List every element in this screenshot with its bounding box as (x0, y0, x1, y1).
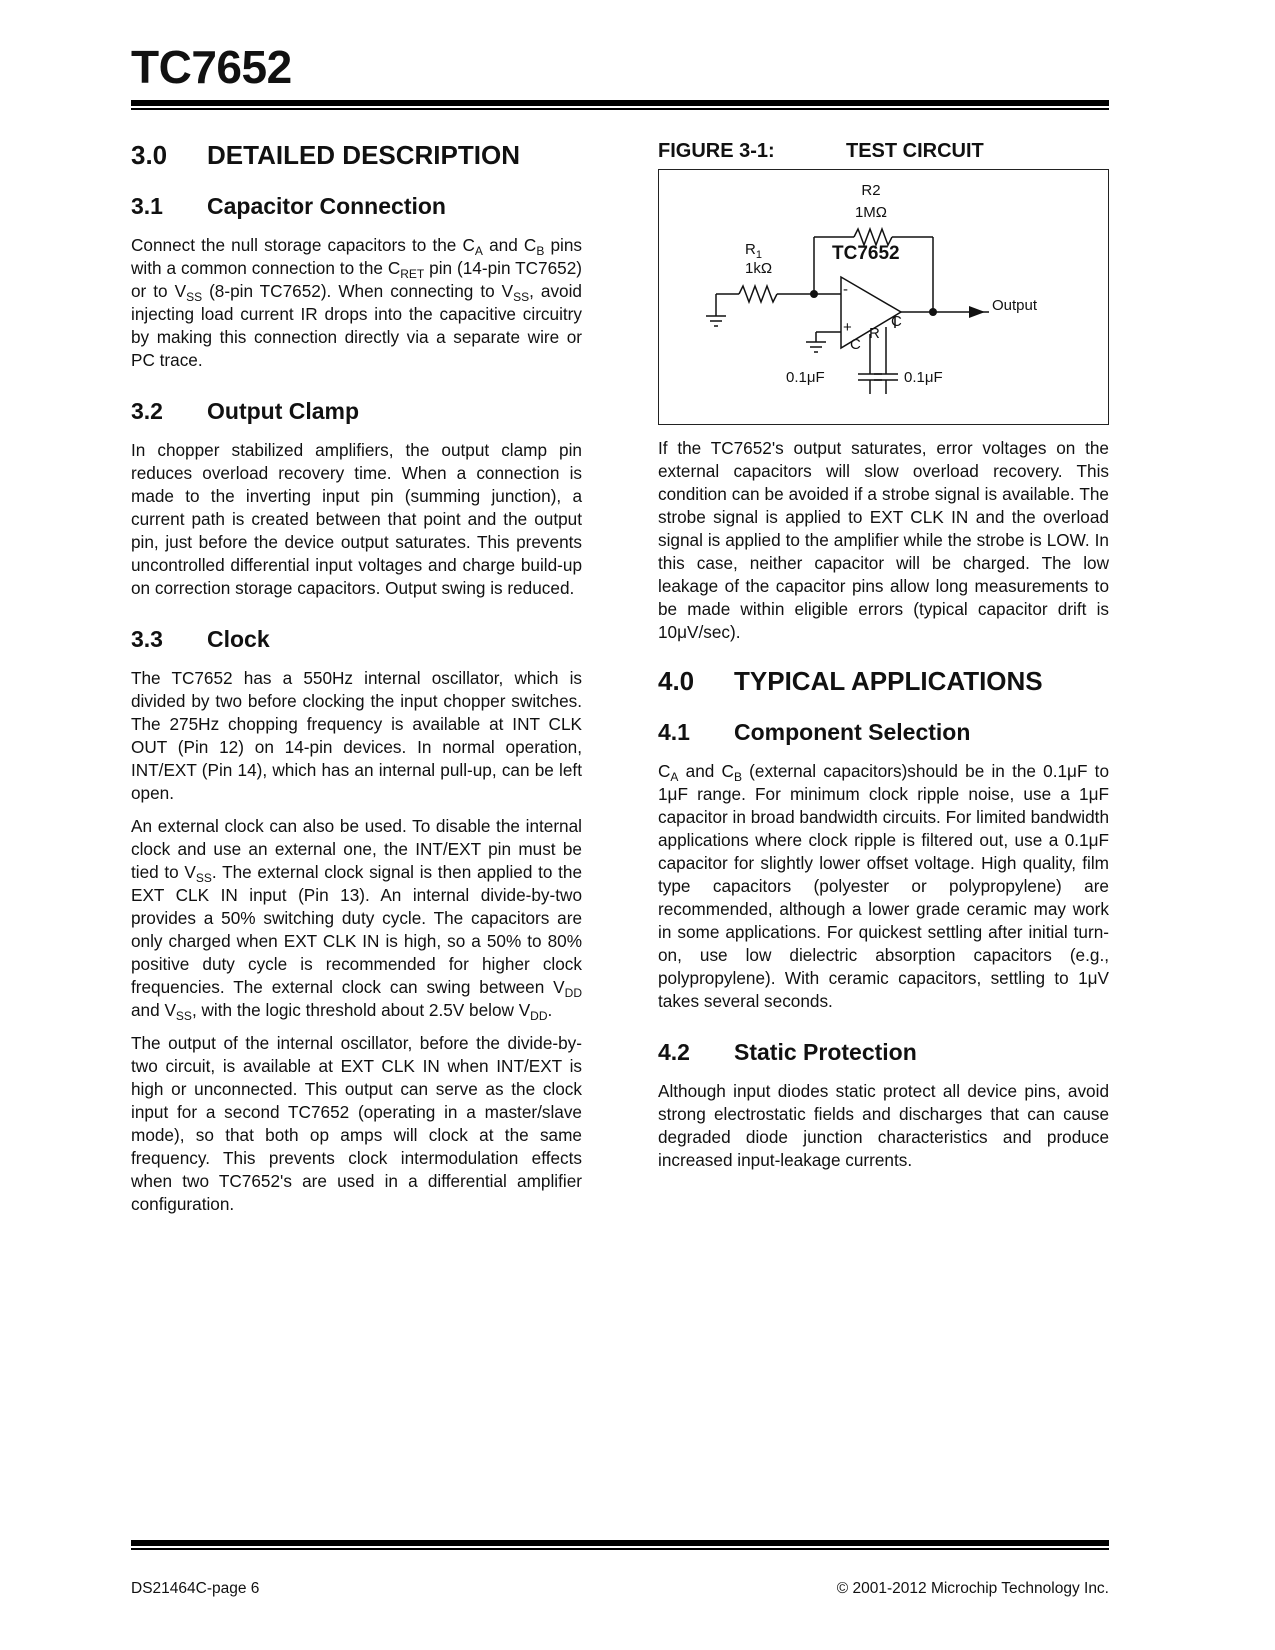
output-arrow-icon (969, 306, 985, 318)
r2-value: 1MΩ (854, 204, 888, 221)
section-heading-3-1: 3.1 Capacitor Connection (131, 193, 446, 219)
section-heading-4-2: 4.2 Static Protection (658, 1039, 917, 1065)
pin-r: R (869, 325, 880, 342)
section-heading-3-3: 3.3 Clock (131, 626, 270, 652)
footer-rule (131, 1540, 1109, 1546)
op-amp-plus: + (843, 319, 852, 336)
cap-left-value: 0.1μF (786, 369, 825, 386)
page-title: TC7652 (131, 41, 292, 93)
section-heading-4-0: 4.0 TYPICAL APPLICATIONS (658, 666, 1043, 696)
resistor-r1 (739, 286, 777, 302)
pin-c-left: C (850, 336, 861, 353)
section-heading-3-2: 3.2 Output Clamp (131, 398, 360, 424)
r1-label: $R_1$ (745, 241, 762, 261)
header-rule (131, 100, 1109, 106)
junction-dot-output (929, 308, 937, 316)
left-column (131, 140, 582, 1226)
paragraph-clock-2: An external clock can also be used. To disable the internal clock and use an external one, the INT/EXT pin must be tied to $V_{SS}$. The external clock signal is then applied to the EXT CLK IN input (Pin 13). An internal divide-by-two provides a 50% switching duty cycle. The capacitors are only charged when EXT CLK IN is high, so a 50% to 80% positive duty cycle is recommended for higher clock frequencies. The external clock can swing between $V_{DD}$ and $V_{SS}$, with the logic threshold about 2.5V below $V_{DD}$. (131, 816, 582, 1023)
test-circuit-figure (658, 169, 1109, 425)
paragraph-overload-recovery: If the TC7652's output saturates, error voltages on the external capacitors will slow overload recovery. This condition can be avoided if a strobe signal is available. The strobe signal is applied to EXT CLK IN and the overload signal is applied to the amplifier while the strobe is LOW. In this case, neither capacitor will be charged. The low leakage of the capacitor pins allow long measurements to be made within eligible errors (typical capacitor drift is 10μV/sec). (658, 438, 1109, 642)
section-heading-4-1: 4.1 Component Selection (658, 719, 971, 745)
cap-right-value: 0.1μF (904, 369, 943, 386)
r1-value: 1kΩ (745, 260, 773, 277)
r2-label: R2 (861, 182, 881, 199)
op-amp-minus: - (843, 281, 848, 298)
footer-page-id: DS21464C-page 6 (131, 1580, 260, 1597)
header-rule-thin (131, 108, 1109, 110)
paragraph-output-clamp: In chopper stabilized amplifiers, the output clamp pin reduces overload recovery time. When a connection is made to the inverting input pin (summing junction), a current path is created between that point and the output pin, just before the device output saturates. This prevents uncontrolled differential input voltages and charge build-up on correction storage capacitors. Output swing is reduced. (131, 440, 582, 598)
paragraph-component-selection: $C_A$ and $C_B$ (external capacitors)should be in the 0.1μF to 1μF range. For minimum clock ripple noise, use a 1μF capacitor in broad bandwidth circuits. For limited bandwidth applications where clock ripple is filtered out, use a 0.1μF capacitor for slightly lower offset voltage. High quality, film type capacitors (polyester or polypropylene) are recommended, although a lower grade ceramic may work in some applications. For quickest settling after initial turn-on, use low dielectric absorption capacitors (e.g., polypropylene). With ceramic capacitors, settling to 1μV takes several seconds. (658, 761, 1110, 1011)
footer-copyright: © 2001-2012 Microchip Technology Inc. (836, 1580, 1109, 1597)
pin-c-right: C (891, 313, 902, 330)
paragraph-clock-3: The output of the internal oscillator, before the divide-by-two circuit, is available at EXT CLK IN when INT/EXT is high or unconnected. This output can serve as the clock input for a second TC7652 (operating in a master/slave mode), so that both op amps will clock at the same frequency. This prevents clock intermodulation effects when two TC7652's are used in a differential amplifier configuration. (131, 1033, 582, 1214)
footer-rule-thin (131, 1548, 1109, 1550)
figure-caption: FIGURE 3-1: TEST CIRCUIT (658, 140, 984, 162)
chip-label: TC7652 (832, 243, 900, 264)
paragraph-capacitor-connection: Connect the null storage capacitors to the $C_A$ and $C_B$ pins with a common connection to the $C_{RET}$ pin (14-pin TC7652) or to $V_{SS}$ (8-pin TC7652). When connecting to $V_{SS}$, avoid injecting load current IR drops into the capacitive circuitry by making this connection directly via a separate wire or PC trace. (131, 235, 582, 370)
section-heading-3-0: 3.0 DETAILED DESCRIPTION (131, 140, 520, 170)
junction-dot-input (810, 290, 818, 298)
output-label: Output (992, 297, 1038, 314)
paragraph-clock-1: The TC7652 has a 550Hz internal oscillator, which is divided by two before clocking the input chopper switches. The 275Hz chopping frequency is available at INT CLK OUT (Pin 12) on 14-pin devices. In normal operation, INT/EXT (Pin 14), which has an internal pull-up, can be left open. (131, 668, 582, 803)
right-column (658, 140, 1109, 1182)
paragraph-static-protection: Although input diodes static protect all device pins, avoid strong electrostatic fields and discharges that can cause degraded diode junction characteristics and produce increased input-leakage currents. (658, 1081, 1109, 1170)
test-circuit-diagram (659, 170, 1108, 424)
